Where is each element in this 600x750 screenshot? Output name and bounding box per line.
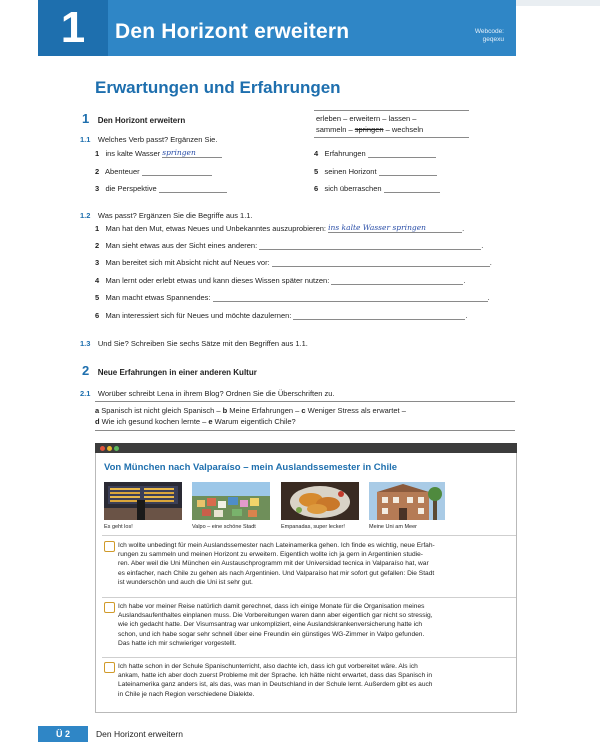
answer-line[interactable]	[331, 275, 466, 285]
answer-line[interactable]	[162, 148, 222, 158]
task-1-2-item	[95, 275, 466, 285]
webcode-value: geqexu	[482, 36, 504, 43]
heading-checkbox[interactable]	[104, 662, 115, 673]
paragraph-line: Ich wollte unbedingt für mein Auslandssemester nach Lateinamerika gehen. Ich finde es wichtig, neue Erfah-	[118, 542, 435, 549]
headings-top-rule	[95, 401, 515, 402]
answer-line[interactable]	[293, 310, 468, 320]
task-1-1-item	[95, 148, 222, 158]
photo-caption: Es geht los!	[104, 524, 133, 530]
item-number: 2	[95, 167, 100, 176]
paragraph-line: schon, und ich habe sogar sehr schnell über eine Freundin ein günstiges WG-Zimmer in Valpo gefunden.	[118, 630, 425, 638]
task-1-2-item	[95, 240, 483, 250]
item-number: 3	[95, 184, 100, 193]
paragraph-line: Das hatte ich mir schwieriger vorgestellt.	[118, 639, 237, 647]
item-text: Man lernt oder erlebt etwas und kann dieses Wissen später nutzen:	[105, 276, 330, 285]
task-1-1-item	[95, 183, 227, 193]
answer-line[interactable]	[328, 223, 465, 233]
task-1-2-item	[95, 310, 468, 320]
item-text: ins kalte Wasser	[105, 149, 161, 158]
paragraph-line: in Chile je nach Region verschiedene Dialekte.	[118, 690, 255, 698]
task-number: 1.3	[80, 339, 91, 348]
answer-line[interactable]	[213, 292, 488, 302]
answer-line[interactable]	[272, 257, 490, 267]
paragraph-line: ist wunderschön und auch die Uni ist sehr gut.	[118, 578, 253, 586]
divider	[102, 535, 516, 536]
heading-text: Wie ich gesund kochen lernte –	[99, 417, 209, 426]
photo-caption: Empanadas, super lecker!	[281, 524, 345, 530]
word-box-line-1: erleben – erweitern – lassen –	[316, 114, 417, 123]
heading-letter: a	[95, 406, 100, 415]
heading-text: Weniger Stress als erwartet –	[305, 406, 406, 415]
page-label: Ü 2	[38, 726, 88, 742]
photo-caption: Valpo – eine schöne Stadt	[192, 524, 256, 530]
word-box-line-2	[316, 125, 423, 134]
paragraph-line: Lateinamerika ganz anders ist, als das, was man in Deutschland in der Schule lernt. Außerdem gibt es auch	[118, 681, 433, 689]
chapter-title: Den Horizont erweitern	[115, 20, 350, 43]
paragraph-line: wie ich gedacht hatte. Der Visumsantrag war unkompliziert, eine Auslandskrankenversicherung hatte ich	[118, 621, 423, 629]
university-building-photo	[369, 482, 445, 520]
period: .	[463, 276, 466, 285]
answer-line[interactable]	[368, 148, 436, 158]
item-number: 5	[314, 167, 319, 176]
period: .	[489, 258, 492, 267]
answer-line[interactable]	[159, 183, 227, 193]
task-1-2-item	[95, 257, 492, 267]
heading-text: Warum eigentlich Chile?	[212, 417, 296, 426]
minimize-dot-icon[interactable]	[107, 446, 112, 451]
section-title: Den Horizont erweitern	[97, 116, 186, 125]
page-title: Erwartungen und Erfahrungen	[95, 78, 341, 97]
divider	[102, 597, 516, 598]
blog-paragraph-1	[104, 541, 512, 587]
paragraph-line: Ich hatte schon in der Schule Spanischunterricht, also dachte ich, dass ich gut vorbereitet wäre. Als ich	[118, 663, 418, 670]
item-text: Man bereitet sich mit Absicht nicht auf Neues vor:	[105, 258, 270, 267]
blog-paragraph-2	[104, 602, 512, 648]
item-number: 5	[95, 293, 100, 302]
maximize-dot-icon[interactable]	[114, 446, 119, 451]
word-box-text: sammeln –	[316, 125, 355, 134]
heading-letter: b	[222, 406, 228, 415]
item-number: 6	[314, 184, 319, 193]
item-text: Abenteuer	[105, 167, 140, 176]
divider	[102, 657, 516, 658]
task-1-2-item	[95, 292, 490, 302]
heading-checkbox[interactable]	[104, 602, 115, 613]
item-number: 6	[95, 311, 100, 320]
headings-bottom-rule	[95, 430, 515, 431]
answer-line[interactable]	[142, 166, 212, 176]
period: .	[487, 293, 490, 302]
item-number: 1	[95, 224, 100, 233]
paragraph-line: ren. Aber weil die Uni München ein Austauschprogramm mit der Universidad tecnica in Valparaíso hat, war	[118, 560, 429, 568]
section-number: 2	[82, 363, 90, 378]
paragraph-line: es einfacher, nach Chile zu gehen als nach Argentinien. Und Valparaíso hat mir sofort gut gefallen: Die Stadt	[118, 569, 435, 577]
item-text: Man sieht etwas aus der Sicht eines anderen:	[105, 241, 258, 250]
word-box-bottom-rule	[314, 137, 469, 138]
blog-title: Von München nach Valparaíso – mein Auslandssemester in Chile	[104, 462, 398, 473]
item-number: 2	[95, 241, 100, 250]
task-instruction: Welches Verb passt? Ergänzen Sie.	[97, 135, 218, 144]
period: .	[465, 311, 468, 320]
task-1-1-item	[314, 148, 436, 158]
struck-word: springen	[354, 125, 384, 134]
item-text: seinen Horizont	[324, 167, 377, 176]
handwritten-answer: springen	[162, 148, 196, 157]
task-instruction: Was passt? Ergänzen Sie die Begriffe aus 1.1.	[97, 211, 253, 220]
valparaiso-city-photo	[192, 482, 270, 520]
top-strip	[516, 0, 600, 6]
empanadas-photo	[281, 482, 359, 520]
heading-checkbox[interactable]	[104, 541, 115, 552]
headings-line-1	[95, 406, 406, 415]
paragraph-line: rungen zu sammeln und meinen Horizont zu erweitern. Eigentlich wollte ich ja gern in Argentinien studie-	[118, 551, 423, 559]
task-2-1	[80, 383, 335, 401]
heading-text: Spanisch ist nicht gleich Spanisch –	[99, 406, 223, 415]
word-box-text: – wechseln	[383, 125, 424, 134]
answer-line[interactable]	[379, 166, 437, 176]
item-text: Man macht etwas Spannendes:	[105, 293, 211, 302]
word-box-top-rule	[314, 110, 469, 111]
item-text: sich überraschen	[324, 184, 382, 193]
headings-line-2	[95, 417, 296, 426]
item-number: 4	[95, 276, 100, 285]
airport-departure-board-photo	[104, 482, 182, 520]
blog-paragraph-3	[104, 662, 512, 699]
footer-chapter-title: Den Horizont erweitern	[96, 729, 183, 739]
heading-letter: d	[95, 417, 100, 426]
task-instruction: Und Sie? Schreiben Sie sechs Sätze mit den Begriffen aus 1.1.	[97, 339, 308, 348]
task-number: 2.1	[80, 389, 91, 398]
task-1-1	[80, 129, 217, 147]
section-title: Neue Erfahrungen in einer anderen Kultur	[97, 368, 257, 377]
item-number: 1	[95, 149, 100, 158]
heading-letter: c	[301, 406, 306, 415]
item-text: Erfahrungen	[324, 149, 366, 158]
paragraph-line: Ich habe vor meiner Reise natürlich damit gerechnet, dass ich einige Monate für die Organisation meines	[118, 603, 425, 610]
answer-line[interactable]	[259, 240, 484, 250]
close-dot-icon[interactable]	[100, 446, 105, 451]
paragraph-line: ankam, hatte ich aber doch zuerst Probleme mit der Sprache. Ich hätte nicht erwartet, dass das Spanisch in	[118, 672, 433, 680]
blog-titlebar	[95, 443, 517, 453]
task-1-1-item	[314, 166, 437, 176]
task-1-2	[80, 205, 253, 223]
item-text: Man hat den Mut, etwas Neues und Unbekanntes auszuprobieren:	[105, 224, 326, 233]
section-1-heading	[82, 110, 185, 128]
handwritten-answer: ins kalte Wasser springen	[328, 223, 426, 232]
item-number: 3	[95, 258, 100, 267]
item-text: Man interessiert sich für Neues und möchte dazulernen:	[105, 311, 292, 320]
section-2-heading	[82, 362, 257, 380]
task-1-3	[80, 333, 308, 351]
task-number: 1.2	[80, 211, 91, 220]
paragraph-line: Auslandsaufenthaltes einplanen muss. Die Vorbereitungen waren dann aber eigentlich gar nicht so stressig,	[118, 612, 433, 620]
task-number: 1.1	[80, 135, 91, 144]
heading-letter: e	[208, 417, 213, 426]
period: .	[462, 224, 465, 233]
item-text: die Perspektive	[105, 184, 157, 193]
webcode-label: Webcode:	[474, 28, 504, 35]
task-1-1-item	[314, 183, 440, 193]
answer-line[interactable]	[384, 183, 440, 193]
webcode	[460, 28, 504, 44]
chapter-number: 1	[38, 0, 108, 56]
heading-text: Meine Erfahrungen –	[227, 406, 302, 415]
section-number: 1	[82, 111, 90, 126]
period: .	[481, 241, 484, 250]
task-1-2-item	[95, 223, 520, 233]
task-instruction: Worüber schreibt Lena in ihrem Blog? Ordnen Sie die Überschriften zu.	[97, 389, 335, 398]
item-number: 4	[314, 149, 319, 158]
photo-caption: Meine Uni am Meer	[369, 524, 417, 530]
task-1-1-item	[95, 166, 212, 176]
